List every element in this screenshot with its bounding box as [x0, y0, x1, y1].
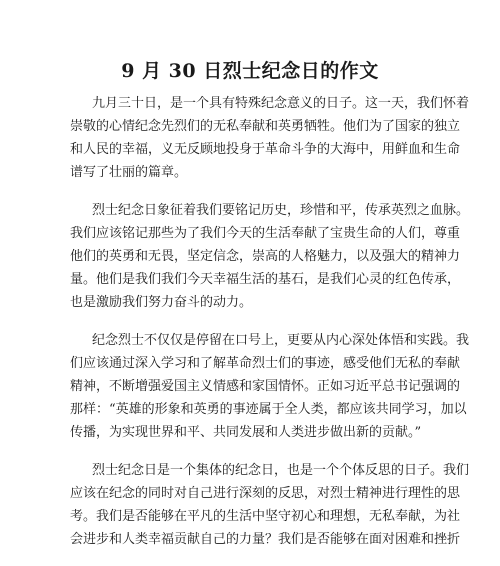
- paragraph-line: 他们的英勇和无畏，坚定信念，崇高的人格魅力，以及强大的精神力: [70, 249, 461, 264]
- paragraph-line: 我们应该铭记那些为了我们今天的生活奉献了宝贵生命的人们，尊重: [70, 226, 461, 241]
- paragraph-line: 纪念烈士不仅仅是停留在口号上，更要从内心深处体悟和实践。我: [92, 333, 470, 348]
- paragraph-line: 烈士纪念日象征着我们要铭记历史，珍惜和平，传承英烈之血脉。: [92, 203, 470, 218]
- paragraph-line: 应该在纪念的同时对自己进行深刻的反思，对烈士精神进行理性的思: [70, 486, 461, 501]
- paragraph-line: 传播，为实现世界和平、共同发展和人类进步做出新的贡献。”: [70, 425, 422, 440]
- paragraph-line: 精神，不断增强爱国主义情感和家国情怀。正如习近平总书记强调的: [70, 379, 461, 394]
- document-body: [70, 92, 470, 566]
- paragraph-1: [70, 92, 470, 184]
- paragraph-line: 九月三十日，是一个具有特殊纪念意义的日子。这一天，我们怀着: [92, 96, 470, 111]
- paragraph-line: 那样：“英雄的形象和英勇的事迹属于全人类，都应该共同学习，加以: [70, 402, 467, 417]
- paragraph-4: [70, 459, 470, 551]
- paragraph-line: 们应该通过深入学习和了解革命烈士们的事迹，感受他们无私的奉献: [70, 356, 461, 371]
- paragraph-line: 烈士纪念日是一个集体的纪念日，也是一个个体反思的日子。我们: [92, 463, 470, 478]
- paragraph-3: [70, 329, 470, 444]
- paragraph-line: 量。他们是我们我们今天幸福生活的基石，是我们心灵的红色传承，: [70, 272, 461, 287]
- paragraph-line: 谱写了壮丽的篇章。: [70, 165, 188, 180]
- paragraph-line: 会进步和人类幸福贡献自己的力量？我们是否能够在面对困难和挫折: [70, 532, 461, 547]
- paragraph-line: 和人民的幸福，义无反顾地投身于革命斗争的大海中，用鲜血和生命: [70, 142, 461, 157]
- paragraph-line: 考。我们是否能够在平凡的生活中坚守初心和理想，无私奉献，为社: [70, 509, 461, 524]
- document-title: 9 月 30 日烈士纪念日的作文: [121, 60, 379, 82]
- paragraph-2: [70, 199, 470, 314]
- paragraph-line: 崇敬的心情纪念先烈们的无私奉献和英勇牺牲。他们为了国家的独立: [70, 119, 461, 134]
- paragraph-line: 也是激励我们努力奋斗的动力。: [70, 295, 253, 310]
